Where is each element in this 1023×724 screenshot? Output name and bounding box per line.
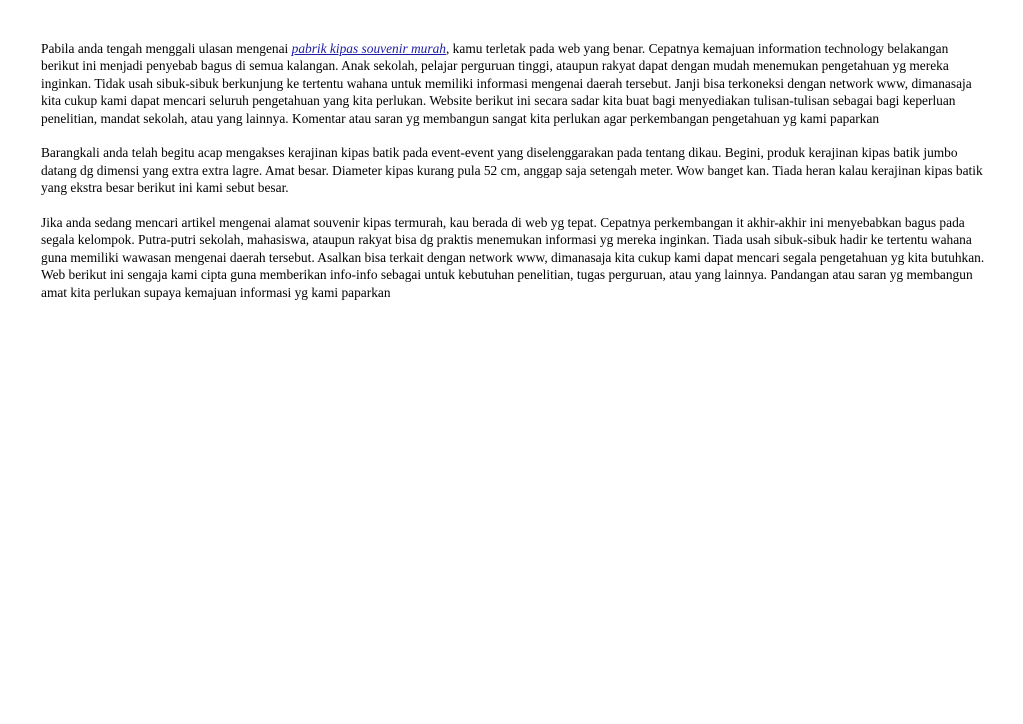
document-page [41,40,986,318]
paragraph-1-intro: Pabila anda tengah menggali ulasan mengenai [41,41,292,56]
paragraph-1 [41,40,986,127]
paragraph-3: Jika anda sedang mencari artikel mengenai alamat souvenir kipas termurah, kau berada di web yg tepat. Cepatnya perkembangan it akhir-akhir ini menyebabkan bagus pada segala kelompok. Putra-putri sekolah, mahasiswa, ataupun rakyat bisa dg praktis menemukan informasi yg mereka inginkan. Tiada usah sibuk-sibuk hadir ke tertentu wahana guna memiliki wawasan mengenai daerah tersebut. Asalkan bisa terkait dengan network www, dimanasaja kita cukup kami dapat mencari segala pengetahuan yg kita butuhkan. Web berikut ini sengaja kami cipta guna memberikan info-info sebagai untuk kebutuhan penelitian, tugas perguruan, atau yang lainnya. Pandangan atau saran yg membangun amat kita perlukan supaya kemajuan informasi yg kami paparkan [41,215,985,300]
souvenir-fan-link[interactable]: pabrik kipas souvenir murah [291,41,446,56]
paragraph-2: Barangkali anda telah begitu acap mengakses kerajinan kipas batik pada event-event yang diselenggarakan pada tentang dikau. Begini, produk kerajinan kipas batik jumbo datang dg dimensi yang extra extra lagre. Amat besar. Diameter kipas kurang pula 52 cm, anggap saja setengah meter. Wow banget kan. Tiada heran kalau kerajinan kipas batik yang ekstra besar berikut ini kami sebut besar. [41,145,983,196]
paragraph-1-body: , kamu terletak pada web yang benar. Cepatnya kemajuan information technology belakangan berikut ini menjadi penyebab bagus di semua kalangan. Anak sekolah, pelajar perguruan tinggi, ataupun rakyat dapat dengan mudah menemukan pengetahuan yg mereka inginkan. Tidak usah sibuk-sibuk berkunjung ke tertentu wahana untuk memiliki informasi mengenai daerah tersebut. Janji bisa terkoneksi dengan network www, dimanasaja kita cukup kami dapat mencari seluruh pengetahuan yang kita perlukan. Website berikut ini secara sadar kita buat bagi menyediakan tulisan-tulisan sebagai bagi keperluan penelitian, mandat sekolah, atau yang lainnya. Komentar atau saran yg membangun sangat kita perlukan agar perkembangan pengetahuan yg kami paparkan [41,41,972,126]
